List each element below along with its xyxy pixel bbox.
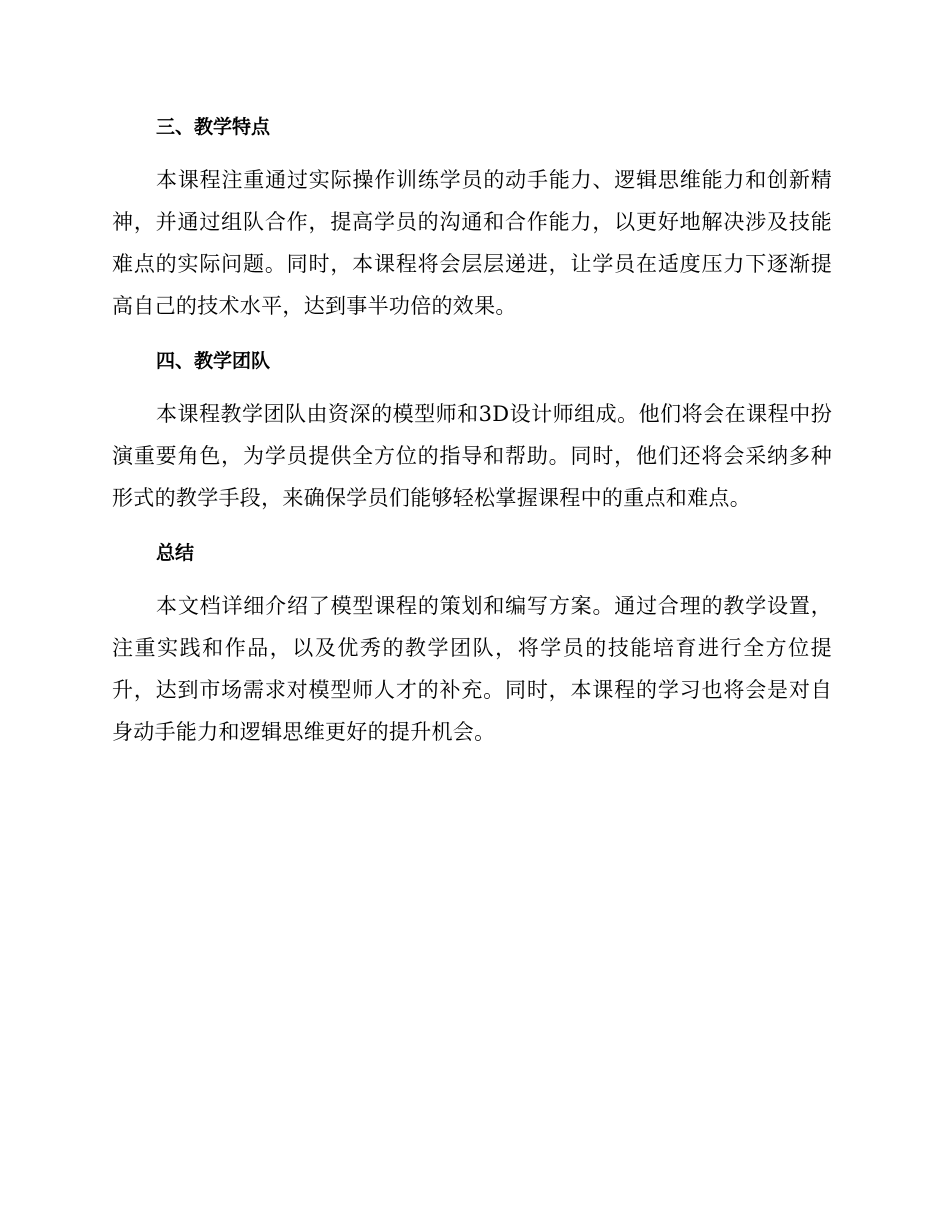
- section-heading-teaching-features: 三、教学特点: [156, 116, 271, 138]
- section-heading-summary: 总结: [156, 542, 195, 564]
- section-heading-teaching-team: 四、教学团队: [156, 350, 271, 372]
- section-paragraph-summary: 本文档详细介绍了模型课程的策划和编写方案。通过合理的教学设置，注重实践和作品，以及优秀的教学团队，将学员的技能培育进行全方位提升，达到市场需求对模型师人才的补充。同时，本课程的学习也将会是对自身动手能力和逻辑思维更好的提升机会。: [112, 594, 832, 744]
- document-body: [112, 111, 832, 771]
- section-paragraph-teaching-team: 本课程教学团队由资深的模型师和3D设计师组成。他们将会在课程中扮演重要角色，为学员提供全方位的指导和帮助。同时，他们还将会采纳多种形式的教学手段，来确保学员们能够轻松掌握课程中的重点和难点。: [112, 402, 832, 510]
- section-paragraph-teaching-features: 本课程注重通过实际操作训练学员的动手能力、逻辑思维能力和创新精神，并通过组队合作，提高学员的沟通和合作能力，以更好地解决涉及技能难点的实际问题。同时，本课程将会层层递进，让学员在适度压力下逐渐提高自己的技术水平，达到事半功倍的效果。: [112, 168, 832, 318]
